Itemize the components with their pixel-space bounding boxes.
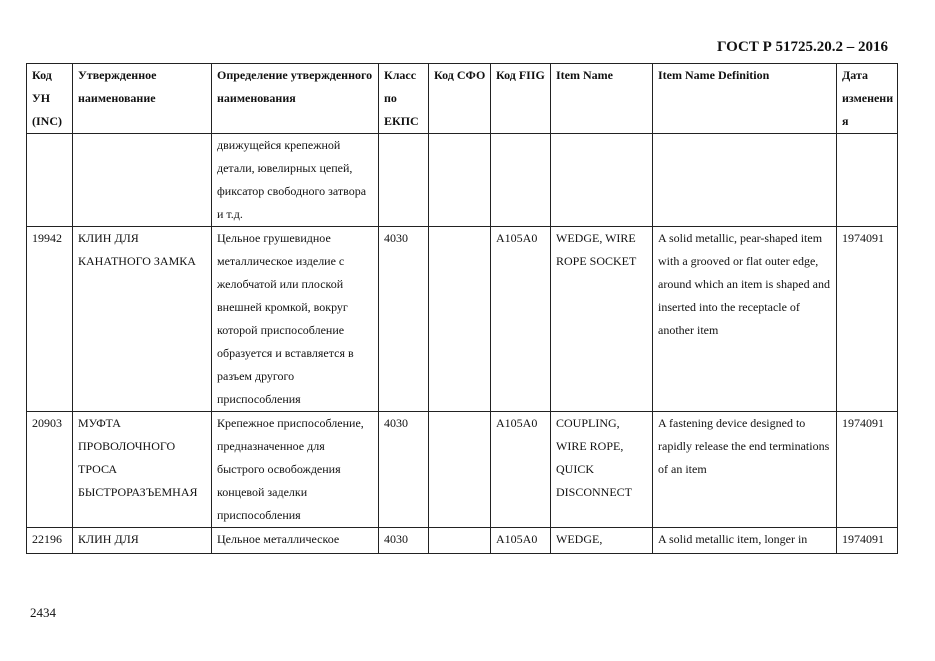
cell-item-definition [653, 134, 837, 227]
cell-definition: Цельное грушевидное металлическое изделие с желобчатой или плоской внешней кромкой, вокруг которой приспособление образуется и вставляется в разъем другого приспособления [212, 227, 379, 412]
cell-fiig: A105A0 [491, 528, 551, 554]
cell-name: КЛИН ДЛЯ [73, 528, 212, 554]
cell-sfo [429, 412, 491, 528]
cell-class: 4030 [379, 412, 429, 528]
cell-fiig: A105A0 [491, 227, 551, 412]
classification-table [26, 63, 898, 554]
cell-date: 1974091 [837, 528, 898, 554]
cell-sfo [429, 134, 491, 227]
cell-date: 1974091 [837, 412, 898, 528]
cell-sfo [429, 227, 491, 412]
col-header-item-name: Item Name [551, 64, 653, 134]
table-row [27, 528, 898, 554]
cell-item-definition: A solid metallic item, longer in [653, 528, 837, 554]
cell-item-name: WEDGE, [551, 528, 653, 554]
cell-name: КЛИН ДЛЯ КАНАТНОГО ЗАМКА [73, 227, 212, 412]
col-header-fiig: Код FIIG [491, 64, 551, 134]
cell-inc: 19942 [27, 227, 73, 412]
cell-class: 4030 [379, 528, 429, 554]
table-row [27, 227, 898, 412]
cell-date [837, 134, 898, 227]
cell-name [73, 134, 212, 227]
col-header-item-definition: Item Name Definition [653, 64, 837, 134]
table-row [27, 412, 898, 528]
cell-definition: движущейся крепежной детали, ювелирных цепей, фиксатор свободного затвора и т.д. [212, 134, 379, 227]
cell-sfo [429, 528, 491, 554]
col-header-class: Класс по ЕКПС [379, 64, 429, 134]
cell-item-name [551, 134, 653, 227]
cell-item-definition: A solid metallic, pear-shaped item with a grooved or flat outer edge, around which an item is shaped and inserted into the receptacle of another item [653, 227, 837, 412]
cell-fiig [491, 134, 551, 227]
col-header-definition: Определение утвержденного наименования [212, 64, 379, 134]
table-row [27, 134, 898, 227]
cell-item-name: WEDGE, WIRE ROPE SOCKET [551, 227, 653, 412]
cell-inc: 20903 [27, 412, 73, 528]
cell-inc [27, 134, 73, 227]
cell-inc: 22196 [27, 528, 73, 554]
col-header-name: Утвержденное наименование [73, 64, 212, 134]
page-number: 2434 [30, 605, 56, 620]
cell-item-name: COUPLING, WIRE ROPE, QUICK DISCONNECT [551, 412, 653, 528]
col-header-sfo: Код СФО [429, 64, 491, 134]
cell-item-definition: A fastening device designed to rapidly release the end terminations of an item [653, 412, 837, 528]
col-header-inc: Код УН (INC) [27, 64, 73, 134]
cell-fiig: A105A0 [491, 412, 551, 528]
cell-class [379, 134, 429, 227]
col-header-date: Дата изменения [837, 64, 898, 134]
cell-definition: Крепежное приспособление, предназначенное для быстрого освобождения концевой заделки приспособления [212, 412, 379, 528]
cell-definition: Цельное металлическое [212, 528, 379, 554]
cell-date: 1974091 [837, 227, 898, 412]
standard-header: ГОСТ Р 51725.20.2 – 2016 [716, 39, 888, 55]
cell-class: 4030 [379, 227, 429, 412]
table-header-row [27, 64, 898, 134]
cell-name: МУФТА ПРОВОЛОЧНОГО ТРОСА БЫСТРОРАЗЪЕМНАЯ [73, 412, 212, 528]
